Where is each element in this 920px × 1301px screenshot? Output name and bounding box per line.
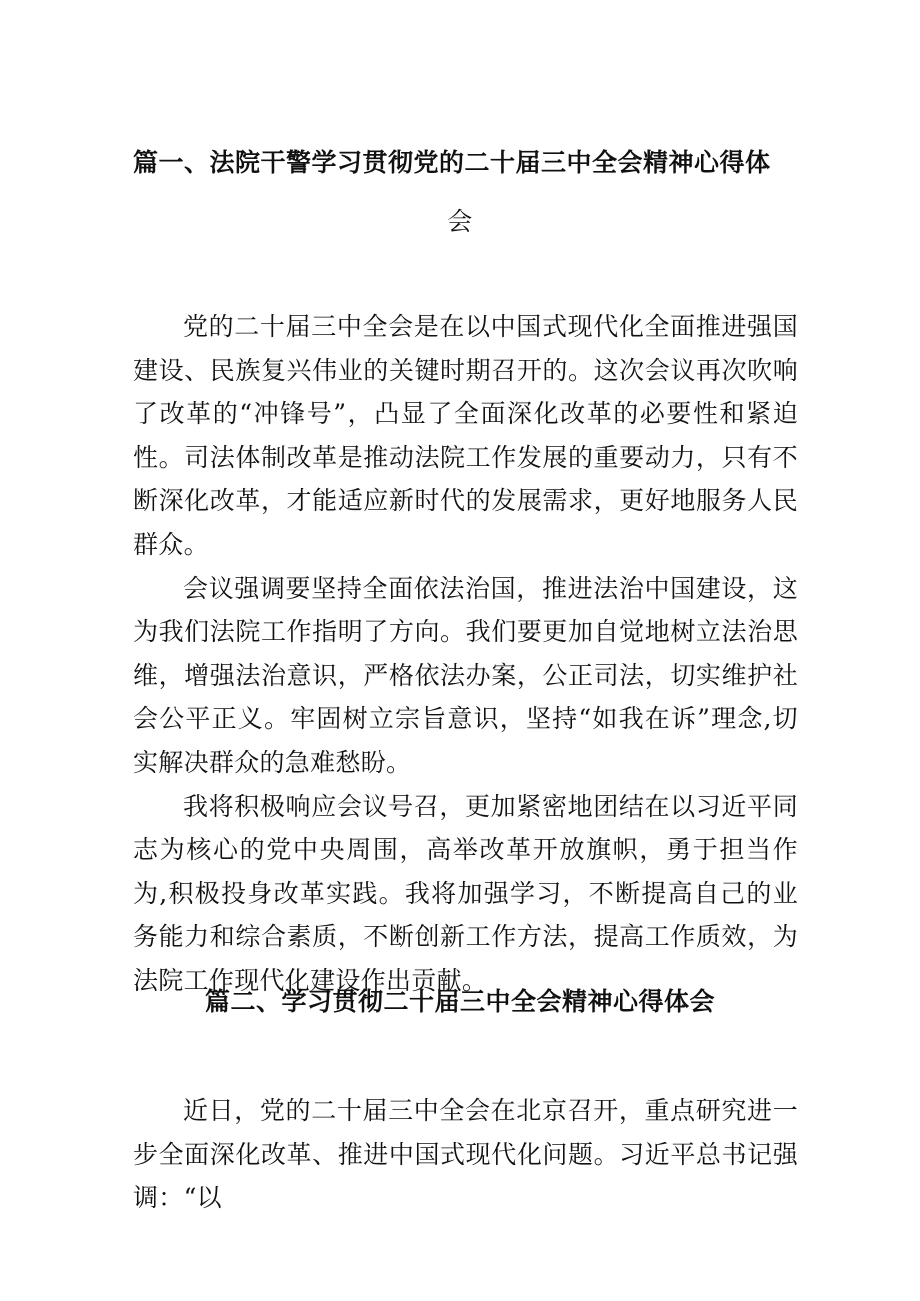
section-1-paragraph-1: 党的二十届三中全会是在以中国式现代化全面推进强国建设、民族复兴伟业的关键时期召开的。这次会议再次吹响了改革的“冲锋号”，凸显了全面深化改革的必要性和紧迫性。司法体制改革是推动法院工作发展的重要动力，只有不断深化改革，才能适应新时代的发展需求，更好地服务人民群众。 (133, 312, 798, 559)
section-1-paragraph-2: 会议强调要坚持全面依法治国，推进法治中国建设，这为我们法院工作指明了方向。我们要更加自觉地树立法治思维，增强法治意识，严格依法办案，公正司法，切实维护社会公平正义。牢固树立宗旨意识，坚持“如我在诉”理念,切实解决群众的急难愁盼。 (133, 573, 798, 777)
section-1-paragraph-3: 我将积极响应会议号召，更加紧密地团结在以习近平同志为核心的党中央周围，高举改革开放旗帜，勇于担当作为,积极投身改革实践。我将加强学习，不断提高自己的业务能力和综合素质，不断创新工作方法，提高工作质效，为法院工作现代化建设作出贡献。 (133, 791, 798, 995)
section-2-paragraph-1: 近日，党的二十届三中全会在北京召开，重点研究进一步全面深化改革、推进中国式现代化问题。习近平总书记强调：“以 (133, 1096, 798, 1213)
section-1-body (133, 305, 798, 1003)
section-1-title-continuation: 会 (447, 207, 473, 236)
section-2-title: 篇二、学习贯彻二十届三中全会精神心得体会 (204, 987, 715, 1016)
section-1-title: 篇一、法院干警学习贯彻党的二十届三中全会精神心得体 (133, 148, 771, 177)
section-2-body (133, 1089, 798, 1220)
